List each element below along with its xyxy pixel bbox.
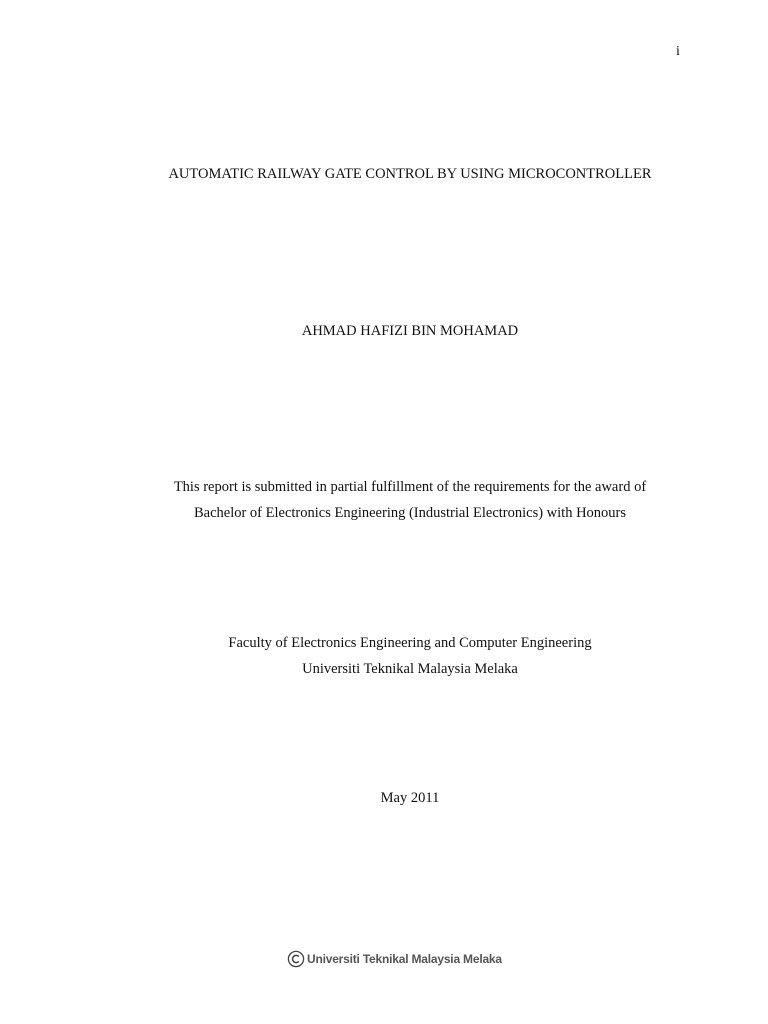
copyright-footer-text: Universiti Teknikal Malaysia Melaka — [307, 952, 502, 966]
copyright-footer — [287, 948, 502, 970]
submission-statement-line-2: Bachelor of Electronics Engineering (Industrial Electronics) with Honours — [193, 505, 627, 521]
submission-date: May 2011 — [380, 790, 440, 806]
university-name: Universiti Teknikal Malaysia Melaka — [302, 661, 518, 677]
faculty-name: Faculty of Electronics Engineering and Computer Engineering — [228, 635, 592, 651]
copyright-icon — [287, 950, 305, 968]
page-number: i — [676, 44, 680, 59]
author-name: AHMAD HAFIZI BIN MOHAMAD — [301, 323, 519, 339]
submission-statement-line-1: This report is submitted in partial fulfillment of the requirements for the award of — [173, 479, 647, 495]
report-title: AUTOMATIC RAILWAY GATE CONTROL BY USING MICROCONTROLLER — [168, 166, 652, 182]
